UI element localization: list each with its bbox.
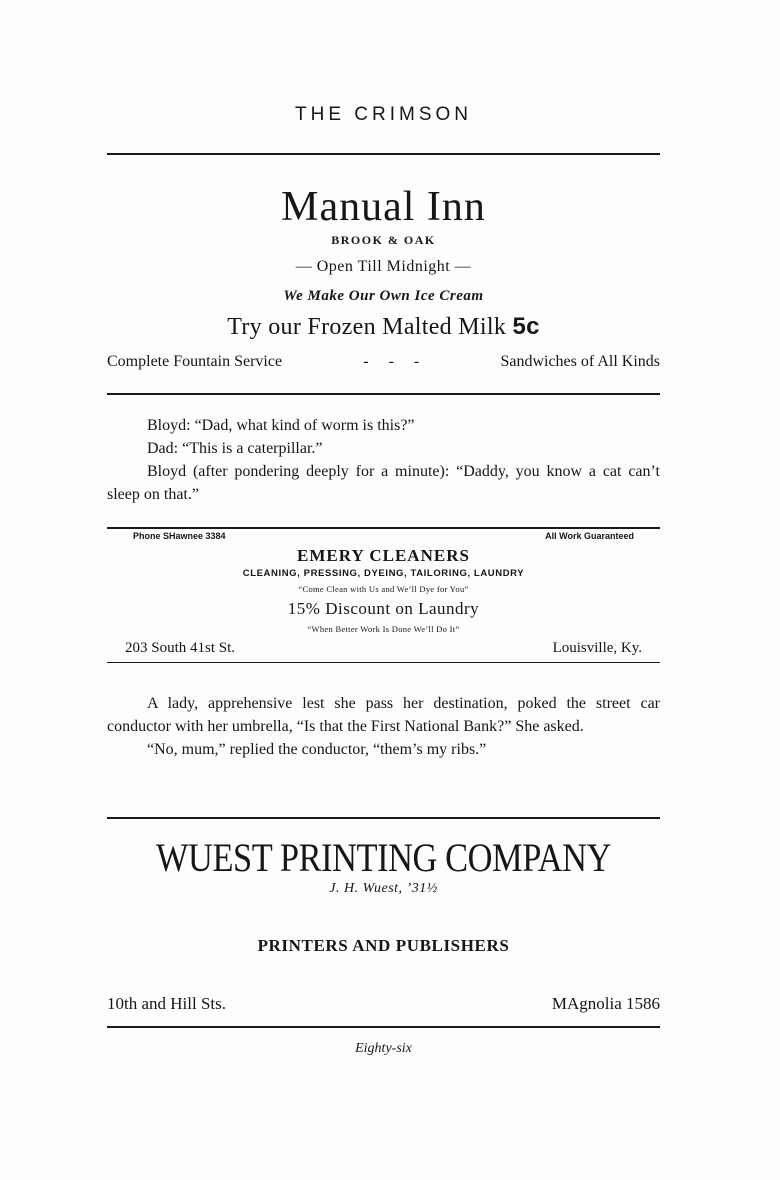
wuest-name: WUEST PRINTING COMPANY [156,835,611,880]
emery-city: Louisville, Ky. [552,640,642,656]
emery-services: CLEANING, PRESSING, DYEING, TAILORING, LAUNDRY [242,568,525,579]
manual-inn-left-service: Complete Fountain Service [107,353,283,370]
emery-guarantee: All Work Guaranteed [545,531,634,541]
joke-line: Bloyd (after pondering deeply for a minute): “Daddy, you know a cat can’t sleep on that.” [107,463,660,503]
emery-address: 203 South 41st St. [125,640,236,656]
running-header: THE CRIMSON [295,104,472,125]
emery-top-row [107,531,660,541]
joke-caterpillar [107,414,660,506]
emery-bottom-row [107,640,660,657]
manual-inn-malt-price: 5c [512,313,540,340]
wuest-phone: MAgnolia 1586 [551,994,660,1013]
joke-umbrella [107,692,660,761]
manual-inn-address: BROOK & OAK [331,233,436,247]
divider [107,1026,660,1028]
wuest-owner: J. H. Wuest, ’31½ [329,881,438,896]
manual-inn-hours: — Open Till Midnight — [295,258,472,275]
divider [107,662,660,663]
emery-name: EMERY CLEANERS [297,546,470,565]
divider [107,817,660,819]
joke-line: A lady, apprehensive lest she pass her destination, poked the street car conductor with her umbrella, “Is that the First National Bank?” She asked. [107,695,660,735]
wuest-address: 10th and Hill Sts. [107,994,227,1013]
emery-motto: “Come Clean with Us and We’ll Dye for You” [298,584,469,594]
divider [107,153,660,155]
page-number: Eighty-six [355,1041,412,1056]
joke-line: “No, mum,” replied the conductor, “them’s my ribs.” [147,741,487,758]
manual-inn-name: Manual Inn [281,184,486,230]
wuest-profession: PRINTERS AND PUBLISHERS [257,936,510,955]
divider [107,527,660,529]
manual-inn-services [107,353,660,371]
joke-line: Dad: “This is a caterpillar.” [147,440,323,457]
page [107,0,660,1180]
joke-line: Bloyd: “Dad, what kind of worm is this?” [147,417,415,434]
emery-motto-2: “When Better Work Is Done We’ll Do It” [307,624,460,634]
manual-inn-separator: - - - [363,353,420,370]
emery-phone: Phone SHawnee 3384 [133,531,226,541]
wuest-bottom-row [107,994,660,1014]
manual-inn-right-service: Sandwiches of All Kinds [500,353,660,370]
manual-inn-malt [107,313,660,341]
divider [107,393,660,395]
manual-inn-malt-text: Try our Frozen Malted Milk [227,314,507,340]
manual-inn-ice-cream: We Make Our Own Ice Cream [283,288,484,304]
emery-discount: 15% Discount on Laundry [287,599,480,618]
